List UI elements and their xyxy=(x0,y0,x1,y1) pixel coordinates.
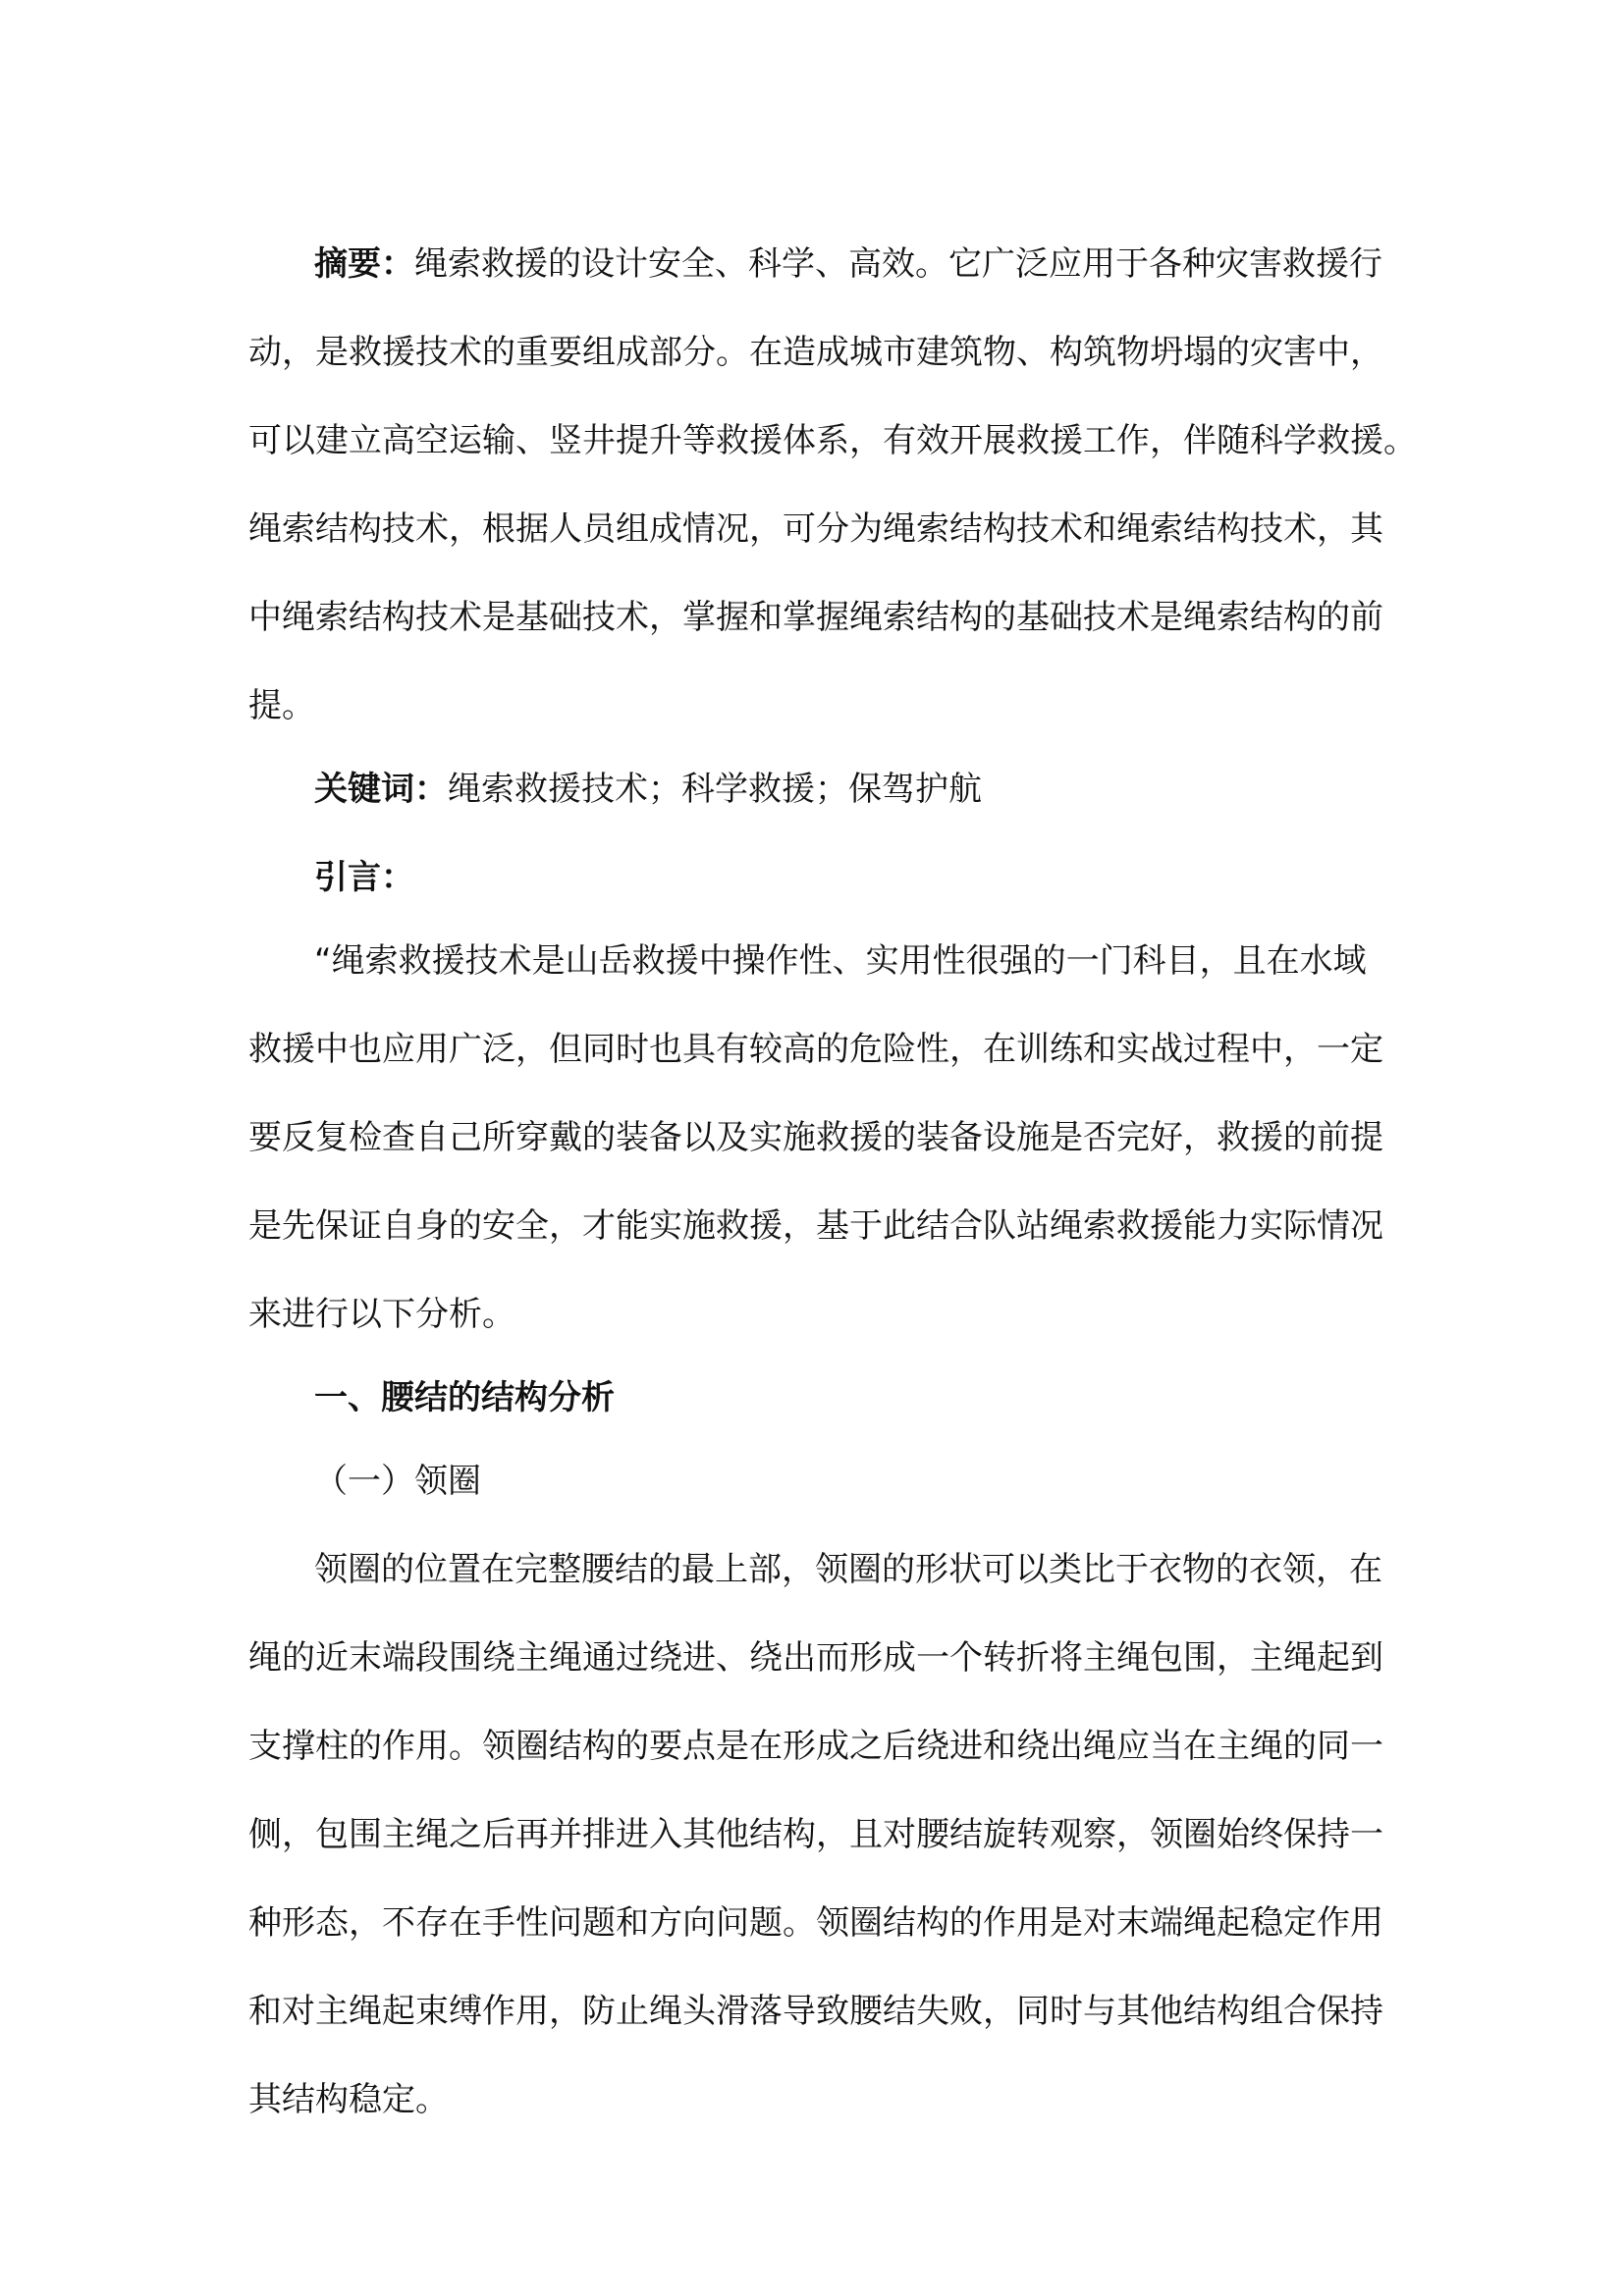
section-subheading: （一）领圈 xyxy=(314,1462,481,1501)
abstract-text: 绳索救援的设计安全、科学、高效。它广泛应用于各种灾害救援行 xyxy=(414,244,1382,284)
section-line-6: 和对主绳起束缚作用，防止绳头滑落导致腰结失败，同时与其他结构组合保持 xyxy=(248,1992,1383,2031)
section-line-7: 其结构稳定。 xyxy=(248,2080,449,2119)
section-line-5: 种形态，不存在手性问题和方向问题。领圈结构的作用是对末端绳起稳定作用 xyxy=(248,1903,1383,1943)
section-line-1: 领圈的位置在完整腰结的最上部，领圈的形状可以类比于衣物的衣领，在 xyxy=(314,1550,1382,1589)
keywords-label: 关键词： xyxy=(314,770,448,809)
abstract-line-6: 提。 xyxy=(248,686,315,725)
intro-line-4: 是先保证自身的安全，才能实施救援，基于此结合队站绳索救援能力实际情况 xyxy=(248,1206,1383,1246)
keywords-text: 绳索救援技术；科学救援；保驾护航 xyxy=(448,770,982,809)
section-line-4: 侧，包围主绳之后再并排进入其他结构，且对腰结旋转观察，领圈始终保持一 xyxy=(248,1815,1383,1854)
section-line-2: 绳的近末端段围绕主绳通过绕进、绕出而形成一个转折将主绳包围，主绳起到 xyxy=(248,1638,1383,1678)
intro-line-5: 来进行以下分析。 xyxy=(248,1295,515,1334)
abstract-line-4: 绳索结构技术，根据人员组成情况，可分为绳索结构技术和绳索结构技术，其 xyxy=(248,509,1383,549)
intro-line-3: 要反复检查自己所穿戴的装备以及实施救援的装备设施是否完好，救援的前提 xyxy=(248,1118,1383,1157)
intro-line-1: “绳索救援技术是山岳救援中操作性、实用性很强的一门科目，且在水域 xyxy=(314,941,1367,981)
abstract-line-5: 中绳索结构技术是基础技术，掌握和掌握绳索结构的基础技术是绳索结构的前 xyxy=(248,598,1383,637)
abstract-line-2: 动，是救援技术的重要组成部分。在造成城市建筑物、构筑物坍塌的灾害中， xyxy=(248,333,1383,372)
keywords-line xyxy=(314,768,982,811)
abstract-label: 摘要： xyxy=(314,244,414,284)
section-line-3: 支撑柱的作用。领圈结构的要点是在形成之后绕进和绕出绳应当在主绳的同一 xyxy=(248,1727,1383,1766)
intro-line-2: 救援中也应用广泛，但同时也具有较高的危险性，在训练和实战过程中，一定 xyxy=(248,1030,1383,1069)
intro-label: 引言： xyxy=(314,858,414,897)
section-heading: 一、腰结的结构分析 xyxy=(314,1378,615,1417)
abstract-line-3: 可以建立高空运输、竖井提升等救援体系，有效开展救援工作，伴随科学救援。 xyxy=(248,421,1417,460)
abstract-line-1 xyxy=(314,242,1382,286)
